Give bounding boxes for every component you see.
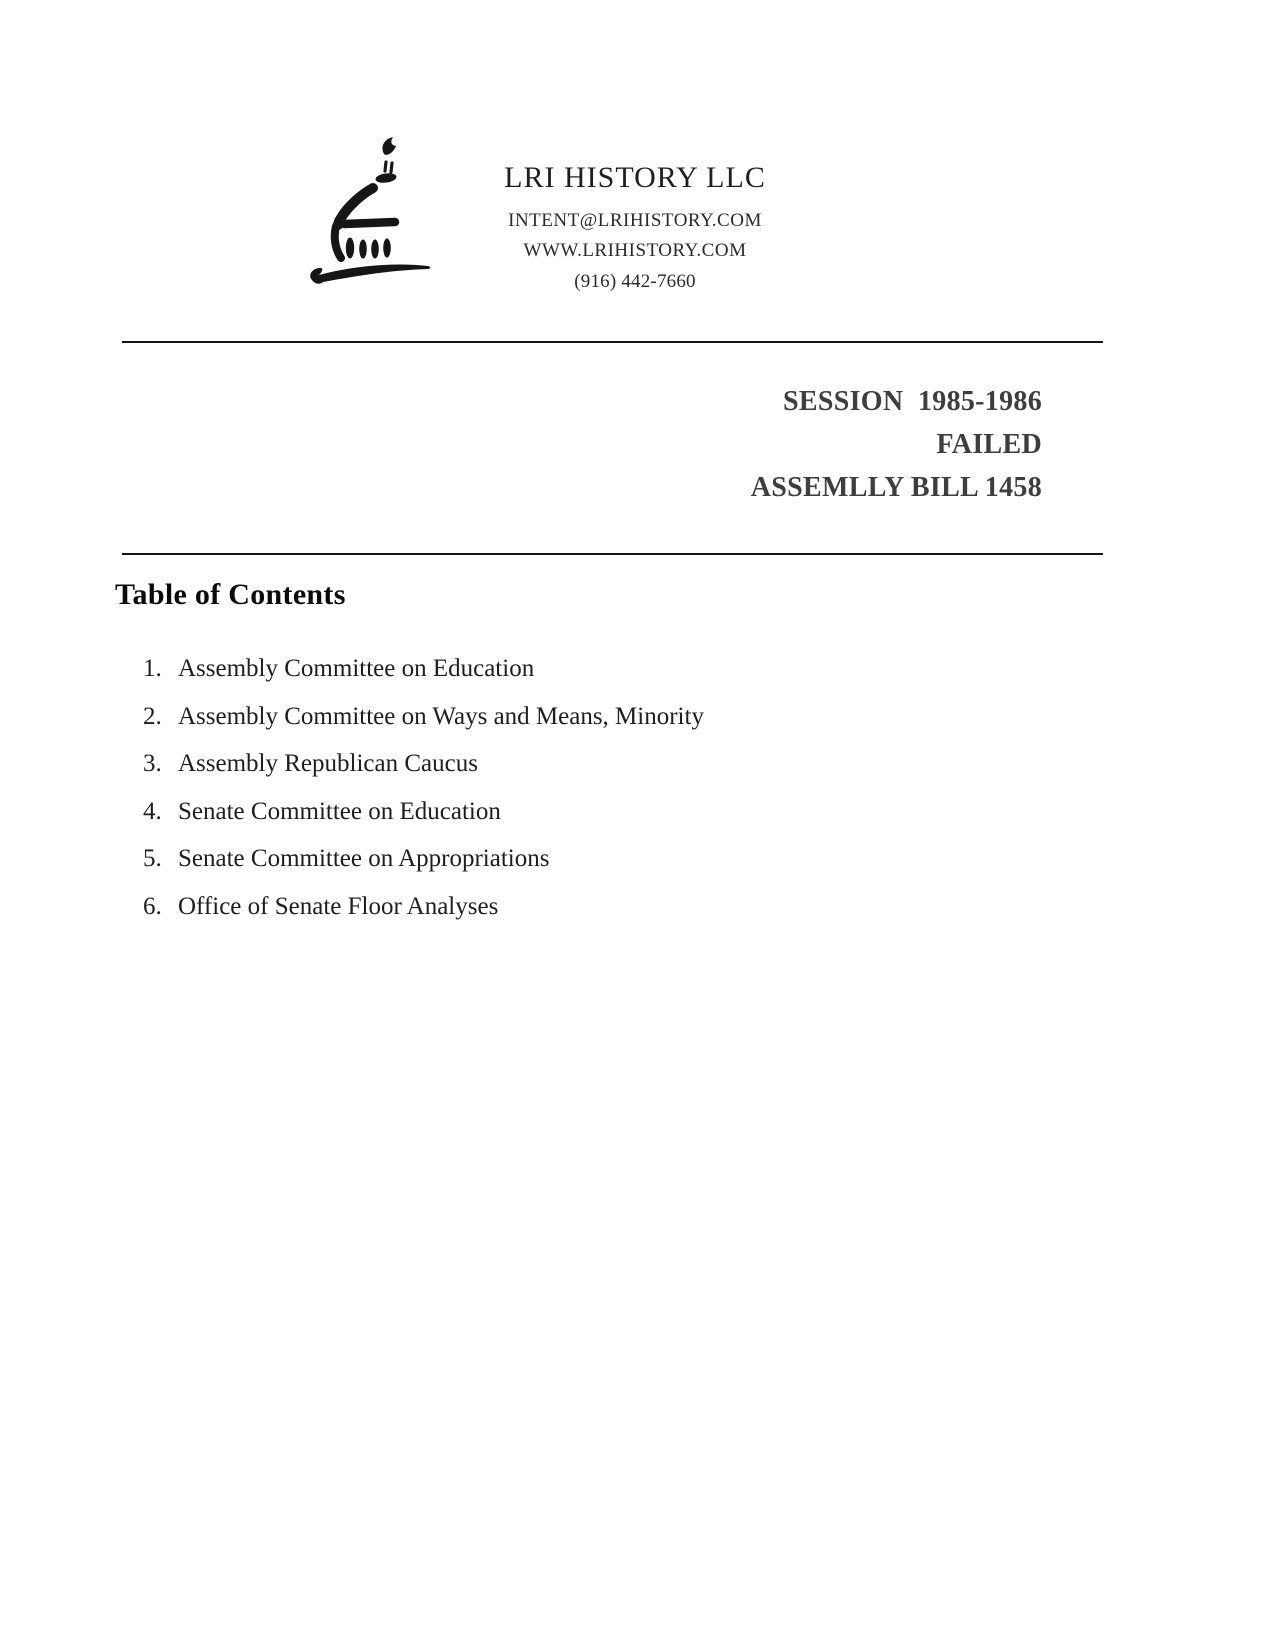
letterhead — [435, 161, 835, 294]
toc-item — [143, 835, 704, 883]
toc-item-number: 5. — [143, 845, 162, 872]
session-label: SESSION 1985-1986 — [782, 386, 1042, 417]
divider-bottom — [122, 553, 1103, 555]
toc-item — [143, 693, 704, 741]
toc-item-number: 4. — [143, 797, 162, 825]
bill-status: FAILED — [936, 429, 1042, 460]
toc-item — [143, 883, 704, 931]
toc-item — [143, 645, 704, 693]
toc-item-label: Office of Senate Floor Analyses — [178, 892, 499, 920]
toc-list — [143, 645, 704, 930]
bill-number: ASSEMLLY BILL 1458 — [750, 472, 1042, 503]
divider-top — [122, 341, 1103, 343]
toc-item-label: Senate Committee on Appropriations — [178, 845, 550, 872]
toc-item — [143, 788, 704, 836]
toc-item — [143, 740, 704, 788]
toc-item-label: Assembly Committee on Education — [178, 655, 535, 682]
toc-item-number: 1. — [143, 655, 162, 682]
toc-item-number: 6. — [143, 892, 162, 920]
toc-item-label: Assembly Committee on Ways and Means, Minority — [178, 702, 704, 730]
capitol-dome-logo-icon — [298, 131, 448, 291]
toc-item-number: 2. — [143, 702, 162, 730]
company-website: WWW.LRIHISTORY.COM — [523, 240, 747, 261]
toc-item-label: Senate Committee on Education — [178, 797, 501, 825]
toc-item-number: 3. — [143, 750, 162, 777]
company-phone: (916) 442-7660 — [574, 271, 696, 292]
toc-title: Table of Contents — [115, 578, 346, 611]
toc-item-label: Assembly Republican Caucus — [178, 750, 478, 777]
company-name: LRI HISTORY LLC — [504, 161, 766, 194]
bill-info-block — [751, 380, 1042, 509]
company-email: INTENT@LRIHISTORY.COM — [508, 210, 762, 231]
